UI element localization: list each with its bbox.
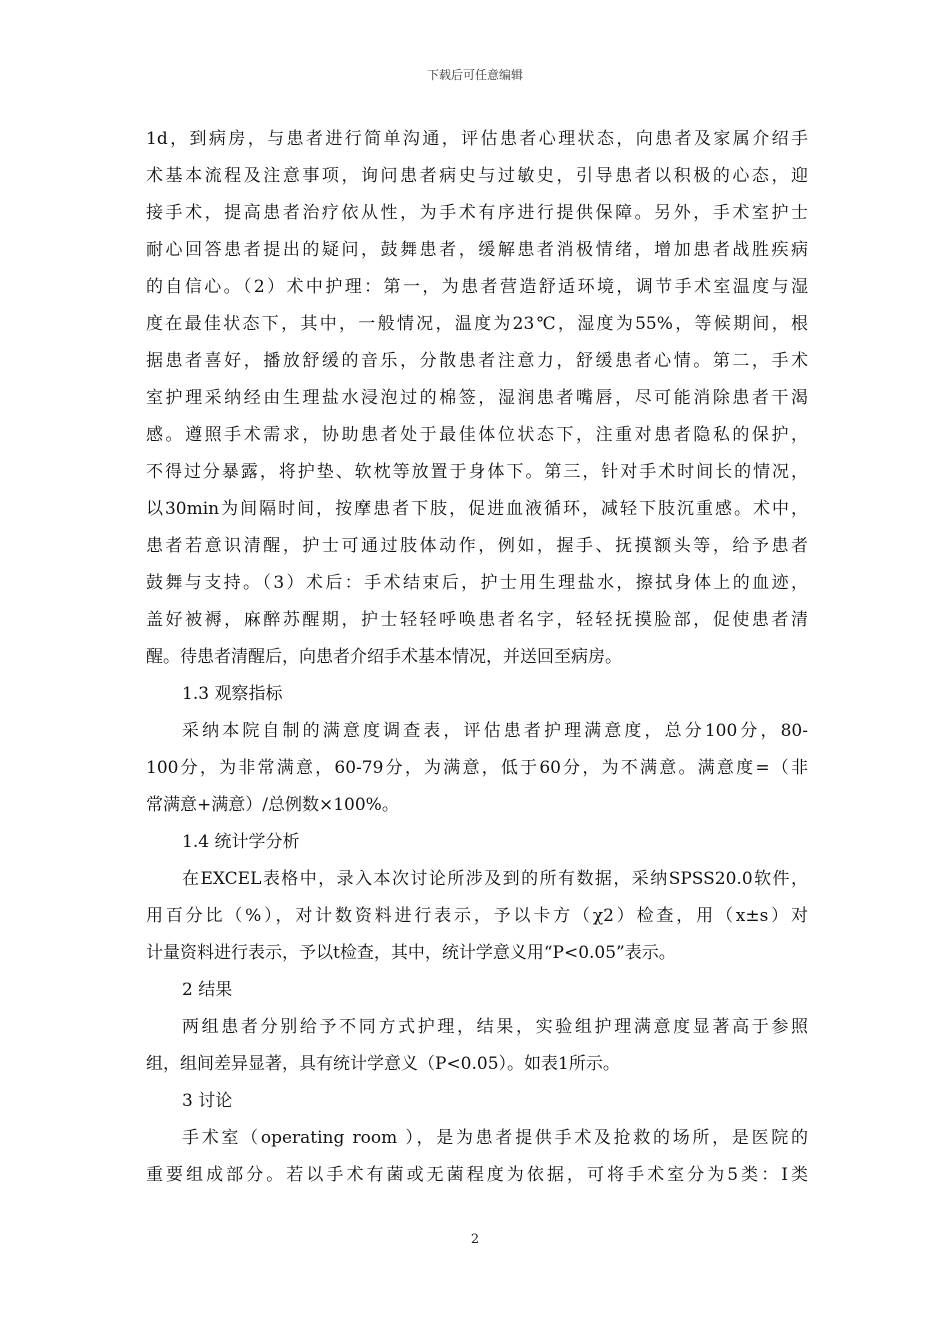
- section-heading: 2 结果: [182, 980, 233, 1000]
- page-number: 2: [470, 1232, 480, 1247]
- text-line: 100分，为非常满意，60-79分，为满意，低于60分，为不满意。满意度=（非: [146, 758, 808, 778]
- text-line: 度在最佳状态下，其中，一般情况，温度为23℃，湿度为55%，等候期间，根: [146, 314, 808, 334]
- text-line: 盖好被褥，麻醉苏醒期，护士轻轻呼唤患者名字，轻轻抚摸脸部，促使患者清: [146, 610, 808, 630]
- text-line: 组，组间差异显著，具有统计学意义（P<0.05）。如表1所示。: [146, 1054, 620, 1074]
- text-line: 耐心回答患者提出的疑问，鼓舞患者，缓解患者消极情绪，增加患者战胜疾病: [146, 240, 808, 260]
- text-line: 两组患者分别给予不同方式护理，结果，实验组护理满意度显著高于参照: [182, 1017, 808, 1037]
- text-line: 室护理采纳经由生理盐水浸泡过的棉签，湿润患者嘴唇，尽可能消除患者干渴: [146, 388, 808, 408]
- text-line: 患者若意识清醒，护士可通过肢体动作，例如，握手、抚摸额头等，给予患者: [146, 536, 808, 556]
- text-line: 计量资料进行表示，予以t检查，其中，统计学意义用“P<0.05”表示。: [146, 943, 676, 963]
- section-heading: 1.3 观察指标: [182, 684, 283, 704]
- text-line: 用百分比（%），对计数资料进行表示，予以卡方（χ2）检查，用（x±s）对: [146, 906, 808, 926]
- text-line: 不得过分暴露，将护垫、软枕等放置于身体下。第三，针对手术时间长的情况，: [146, 462, 808, 482]
- text-line: 据患者喜好，播放舒缓的音乐，分散患者注意力，舒缓患者心情。第二，手术: [146, 351, 808, 371]
- page-header: 下载后可任意编辑: [426, 68, 523, 82]
- text-line: 手术室（operating room ），是为患者提供手术及抢救的场所，是医院的: [182, 1128, 808, 1148]
- text-line: 重要组成部分。若以手术有菌或无菌程度为依据，可将手术室分为5类：Ⅰ类: [146, 1165, 808, 1185]
- text-line: 术基本流程及注意事项，询问患者病史与过敏史，引导患者以积极的心态，迎: [146, 166, 808, 186]
- text-line: 在EXCEL表格中，录入本次讨论所涉及到的所有数据，采纳SPSS20.0软件，: [182, 869, 808, 889]
- text-line: 以30min为间隔时间，按摩患者下肢，促进血液循环，减轻下肢沉重感。术中，: [146, 499, 808, 519]
- text-line: 1d，到病房，与患者进行简单沟通，评估患者心理状态，向患者及家属介绍手: [146, 129, 808, 149]
- text-line: 感。遵照手术需求，协助患者处于最佳体位状态下，注重对患者隐私的保护，: [146, 425, 808, 445]
- text-line: 鼓舞与支持。（3）术后：手术结束后，护士用生理盐水，擦拭身体上的血迹，: [146, 573, 808, 593]
- text-line: 常满意+满意）/总例数×100%。: [146, 795, 399, 815]
- text-line: 醒。待患者清醒后，向患者介绍手术基本情况，并送回至病房。: [146, 647, 622, 667]
- text-line: 接手术，提高患者治疗依从性，为手术有序进行提供保障。另外，手术室护士: [146, 203, 808, 223]
- text-line: 采纳本院自制的满意度调查表，评估患者护理满意度，总分100分，80-: [182, 721, 808, 741]
- text-line: 的自信心。（2）术中护理：第一，为患者营造舒适环境，调节手术室温度与湿: [146, 277, 808, 297]
- section-heading: 1.4 统计学分析: [182, 832, 300, 852]
- body-text: [146, 121, 808, 1194]
- section-heading: 3 讨论: [182, 1091, 233, 1111]
